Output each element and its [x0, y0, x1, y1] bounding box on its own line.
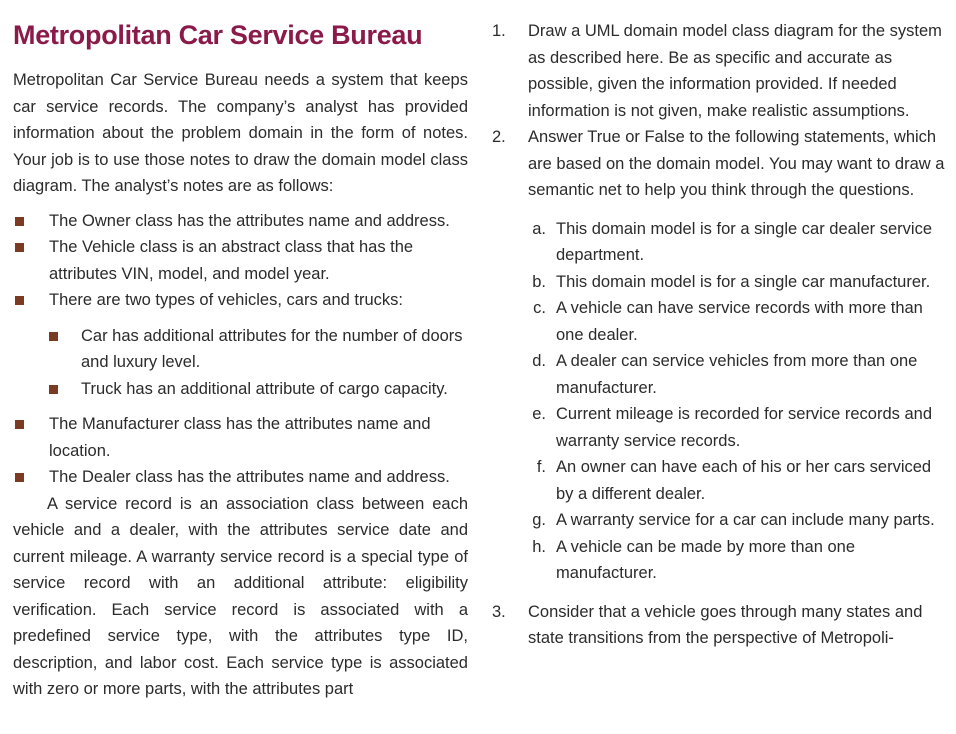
- intro-paragraph: Metropolitan Car Service Bureau needs a system that keeps car service records. The company’s analyst has provided information about the problem domain in the form of notes. Your job is to use those notes to draw the domain model class diagram. The analyst’s notes are as follows:: [13, 71, 468, 195]
- statement-letter: d.: [532, 352, 546, 370]
- question-item: [492, 18, 947, 124]
- question-text: Consider that a vehicle goes through many states and state transitions from the perspective of Metropoli-: [528, 602, 923, 647]
- sub-note-text: Car has additional attributes for the number of doors and luxury level.: [81, 326, 463, 371]
- statement-item: [528, 534, 947, 587]
- statement-text: A vehicle can be made by more than one manufacturer.: [556, 537, 856, 582]
- list-item: [13, 234, 468, 287]
- statement-item: [528, 269, 947, 296]
- page-title: Metropolitan Car Service Bureau: [13, 20, 423, 50]
- statement-letter: e.: [532, 405, 546, 423]
- question-item: [492, 124, 947, 587]
- square-bullet-icon: [15, 243, 24, 252]
- statement-letter: g.: [532, 511, 546, 529]
- sub-note-text: Truck has an additional attribute of cargo capacity.: [81, 379, 448, 398]
- square-bullet-icon: [15, 296, 24, 305]
- question-item: [492, 599, 947, 652]
- statement-item: [528, 507, 947, 534]
- list-item: [13, 208, 468, 235]
- statement-item: [528, 454, 947, 507]
- analyst-notes-list: [13, 208, 468, 314]
- statement-text: This domain model is for a single car manufacturer.: [556, 272, 931, 291]
- note-text: The Owner class has the attributes name and address.: [49, 211, 450, 230]
- list-item: [13, 411, 468, 464]
- list-item: [47, 323, 468, 376]
- note-text: The Vehicle class is an abstract class that has the attributes VIN, model, and model year.: [49, 238, 414, 283]
- vehicle-types-sublist-wrap: [47, 323, 468, 403]
- statement-text: A warranty service for a car can include many parts.: [556, 511, 935, 529]
- statement-text: This domain model is for a single car dealer service department.: [556, 219, 932, 264]
- statement-letter: c.: [533, 299, 546, 317]
- note-text: There are two types of vehicles, cars and trucks:: [49, 291, 403, 309]
- list-item: [13, 287, 468, 314]
- analyst-notes-list-continued: [13, 411, 468, 491]
- true-false-statements: [528, 216, 947, 587]
- left-column: [13, 18, 468, 703]
- square-bullet-icon: [49, 385, 58, 394]
- statement-item: [528, 348, 947, 401]
- statement-text: An owner can have each of his or her cars serviced by a different dealer.: [556, 458, 932, 503]
- statement-item: [528, 216, 947, 269]
- question-number: 1.: [492, 22, 506, 40]
- statement-letter: h.: [532, 537, 546, 556]
- statement-item: [528, 401, 947, 454]
- statement-letter: f.: [536, 458, 546, 476]
- statement-text: A dealer can service vehicles from more than one manufacturer.: [556, 352, 918, 397]
- question-number: 3.: [492, 602, 506, 621]
- list-item: [13, 464, 468, 491]
- square-bullet-icon: [15, 473, 24, 482]
- question-number: 2.: [492, 128, 506, 146]
- right-column: [492, 18, 947, 652]
- service-record-paragraph: A service record is an association class between each vehicle and a dealer, with the attributes service date and current mileage. A warranty service record is a special type of service record with an additional attribute: eligibility verification. Each service record is associated with a predefined service type, with the attributes type ID, description, and labor cost. Each service type is associated with zero or more parts, with the attributes part: [13, 494, 468, 698]
- question-text: Draw a UML domain model class diagram for the system as described here. Be as specific and accurate as possible, given the information provided. If needed information is not given, make realistic assumptions.: [528, 22, 942, 120]
- note-text: The Dealer class has the attributes name and address.: [49, 468, 450, 486]
- statement-letter: b.: [532, 272, 546, 291]
- question-text: Answer True or False to the following statements, which are based on the domain model. You may want to draw a semantic net to help you think through the questions.: [528, 128, 945, 199]
- note-text: The Manufacturer class has the attributes name and location.: [49, 415, 431, 460]
- list-item: [47, 376, 468, 403]
- square-bullet-icon: [15, 420, 24, 429]
- statement-item: [528, 295, 947, 348]
- statement-text: A vehicle can have service records with more than one dealer.: [556, 299, 923, 344]
- vehicle-types-sublist: [47, 323, 468, 403]
- questions-list: [492, 18, 947, 652]
- square-bullet-icon: [49, 332, 58, 341]
- statement-text: Current mileage is recorded for service records and warranty service records.: [556, 405, 932, 450]
- square-bullet-icon: [15, 217, 24, 226]
- statement-letter: a.: [532, 219, 546, 238]
